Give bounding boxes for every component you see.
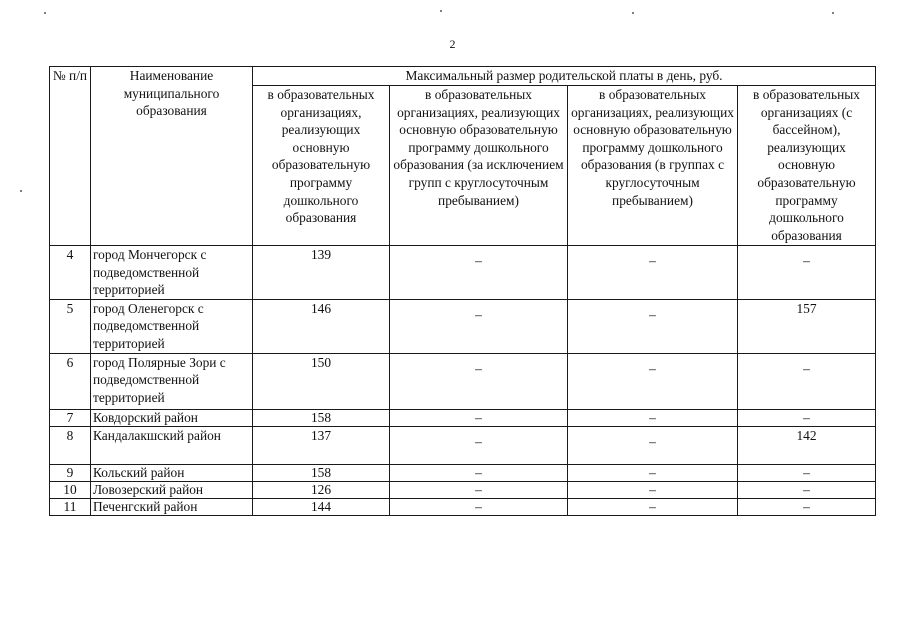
row-value: – [475, 306, 482, 322]
row-value: 137 [253, 426, 390, 464]
row-name: Печенгский район [91, 498, 253, 515]
row-value: – [738, 464, 876, 481]
row-value: 126 [253, 481, 390, 498]
row-name: город Полярные Зори с подведомственной территорией [91, 353, 253, 409]
scan-speck [440, 10, 442, 12]
row-value: – [390, 498, 568, 515]
parental-fee-table [49, 66, 876, 516]
row-num: 4 [50, 246, 91, 300]
row-value: – [649, 253, 656, 268]
table-row [50, 353, 876, 409]
row-value: – [390, 481, 568, 498]
row-num: 5 [50, 299, 91, 353]
row-value: – [475, 253, 482, 268]
row-value: 150 [253, 353, 390, 409]
header-col-except-24h: в образовательных организациях, реализующих основную образовательную программу дошкольного образования (за исключением групп с круглосуточным пребыванием) [390, 86, 568, 246]
table-row [50, 498, 876, 515]
row-num: 6 [50, 353, 91, 409]
row-value: – [475, 360, 482, 376]
row-num: 10 [50, 481, 91, 498]
row-value: – [568, 409, 738, 426]
row-value: 158 [253, 464, 390, 481]
row-value: – [568, 464, 738, 481]
row-value: – [649, 360, 656, 376]
row-value: – [803, 253, 810, 268]
row-num: 7 [50, 409, 91, 426]
table-row [50, 464, 876, 481]
row-num: 8 [50, 426, 91, 464]
row-value: – [568, 498, 738, 515]
row-value: – [738, 498, 876, 515]
row-value: – [649, 433, 656, 449]
row-value: 158 [253, 409, 390, 426]
row-value: – [390, 464, 568, 481]
row-value: – [803, 360, 810, 376]
row-value: – [649, 306, 656, 322]
row-name: Кандалакшский район [91, 426, 253, 464]
row-num: 11 [50, 498, 91, 515]
row-num: 9 [50, 464, 91, 481]
row-value: 144 [253, 498, 390, 515]
row-value: – [738, 481, 876, 498]
row-value: 139 [253, 246, 390, 300]
table-row [50, 246, 876, 300]
scan-speck [832, 12, 834, 14]
scan-speck [632, 12, 634, 14]
table-row [50, 481, 876, 498]
header-row-1 [50, 67, 876, 86]
row-name: Ковдорский район [91, 409, 253, 426]
header-fee-group: Максимальный размер родительской платы в день, руб. [253, 67, 876, 86]
scan-speck [44, 12, 46, 14]
header-col-general: в образовательных организациях, реализующих основную образовательную программу дошкольного образования [253, 86, 390, 246]
header-num: № п/п [50, 67, 91, 246]
page-number: 2 [449, 37, 456, 51]
table-row [50, 409, 876, 426]
row-value: – [738, 409, 876, 426]
header-col-pool: в образовательных организациях (с бассейном), реализующих основную образовательную программу дошкольного образования [738, 86, 876, 246]
header-name: Наименование муниципального образования [91, 67, 253, 246]
scan-speck [20, 190, 22, 192]
header-col-24h: в образовательных организациях, реализующих основную образовательную программу дошкольного образования (в группах с круглосуточным пребыванием) [568, 86, 738, 246]
row-name: город Мончегорск с подведомственной территорией [91, 246, 253, 300]
row-name: Кольский район [91, 464, 253, 481]
row-value: 146 [253, 299, 390, 353]
row-name: город Оленегорск с подведомственной территорией [91, 299, 253, 353]
row-value: – [475, 433, 482, 449]
table-row [50, 299, 876, 353]
row-value: – [390, 409, 568, 426]
row-value: 157 [738, 299, 876, 353]
table-row [50, 426, 876, 464]
row-value: 142 [738, 426, 876, 464]
row-value: – [568, 481, 738, 498]
row-name: Ловозерский район [91, 481, 253, 498]
